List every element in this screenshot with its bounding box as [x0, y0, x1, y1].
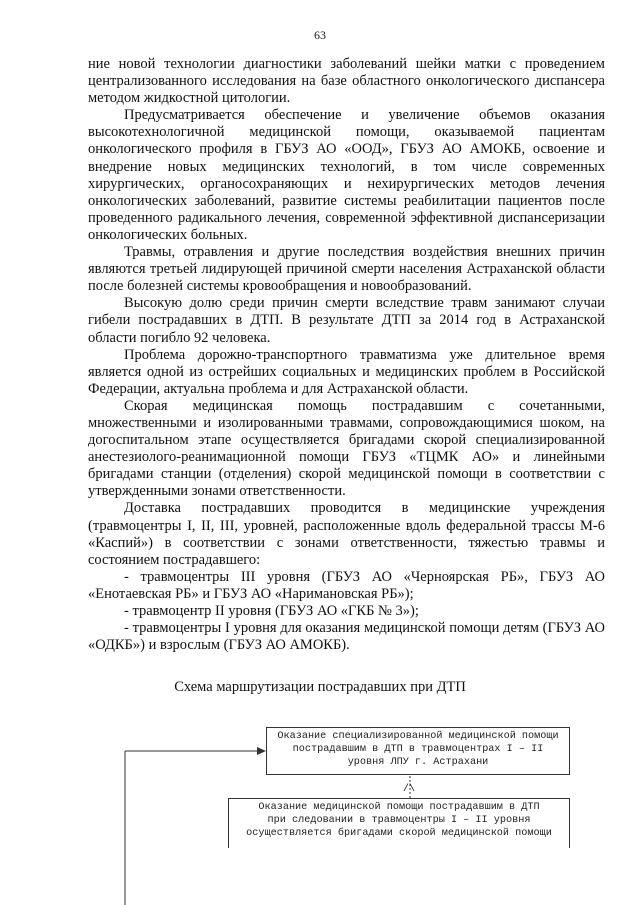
paragraph: - травмоцентры III уровня (ГБУЗ АО «Черноярская РБ», ГБУЗ АО «Енотаевская РБ» и ГБУЗ АО «Наримановская РБ»);	[88, 568, 605, 602]
box-line: Оказание специализированной медицинской помощи	[277, 731, 559, 742]
box-line: пострадавшим в ДТП в травмоцентрах I – II	[292, 744, 544, 755]
paragraph: Проблема дорожно-транспортного травматизма уже длительное время является одной из острейших социальных и медицинских проблем в Российской Федерации, актуальна проблема и для Астраханской области.	[88, 346, 605, 397]
bottom-box	[228, 798, 570, 848]
paragraph: Скорая медицинская помощь пострадавшим с сочетанными, множественными и изолированными травмами, сопровождающимися шоком, на догоспитальном этапе осуществляется бригадами скорой специализированной анестезиолого-реанимационной помощи ГБУЗ «ТЦМК АО» и линейными бригадами станции (отделения) скорой медицинской помощи в соответствии с утвержденными зонами ответственности.	[88, 397, 605, 500]
body-text	[88, 56, 605, 654]
paragraph: Высокую долю среди причин смерти вследствие травм занимают случаи гибели пострадавших в ДТП. В результате ДТП за 2014 год в Астраханской области погибло 92 человека.	[88, 295, 605, 346]
up-arrow-label: /\	[403, 784, 416, 795]
paragraph: Предусматривается обеспечение и увеличение объемов оказания высокотехнологичной медицинской помощи, оказываемой пациентам онкологического профиля в ГБУЗ АО «ООД», ГБУЗ АО АМОКБ, освоение и внедрение новых медицинских технологий, в том числе современных хирургических, органосохраняющих и нехирургических методов лечения онкологических заболеваний, развитие системы реабилитации пациентов после проведенного радикального лечения, современной эффективной диспансеризации онкологических больных.	[88, 107, 605, 243]
box-line: при следовании в травмоцентры I – II уровня	[267, 815, 531, 826]
box-line: Оказание медицинской помощи пострадавшим в ДТП	[258, 802, 540, 813]
page-number: 63	[314, 28, 326, 42]
top-box	[266, 727, 570, 775]
box-line: осуществляется бригадами скорой медицинской помощи	[246, 828, 552, 839]
arrowhead-right-icon	[257, 747, 266, 755]
paragraph: - травмоцентр II уровня (ГБУЗ АО «ГКБ № 3»);	[124, 603, 419, 619]
paragraph: - травмоцентры I уровня для оказания медицинской помощи детям (ГБУЗ АО «ОДКБ») и взрослым (ГБУЗ АО АМОКБ).	[88, 620, 605, 654]
box-line: уровня ЛПУ г. Астрахани	[347, 757, 489, 768]
paragraph: Доставка пострадавших проводится в медицинские учреждения (травмоцентры I, II, III, уровней, расположенные вдоль федеральной трассы М-6 «Каспий») в соответствии с зонами ответственности, тяжестью травмы и состоянием пострадавшего:	[88, 500, 605, 568]
diagram-title: Схема маршрутизации пострадавших при ДТП	[174, 679, 466, 695]
paragraph: ние новой технологии диагностики заболеваний шейки матки с проведением централизованного исследования на базе областного онкологического диспансера методом жидкостной цитологии.	[88, 56, 605, 107]
paragraph: Травмы, отравления и другие последствия воздействия внешних причин являются третьей лидирующей причиной смерти населения Астраханской области после болезней системы кровообращения и новообразований.	[88, 244, 605, 295]
